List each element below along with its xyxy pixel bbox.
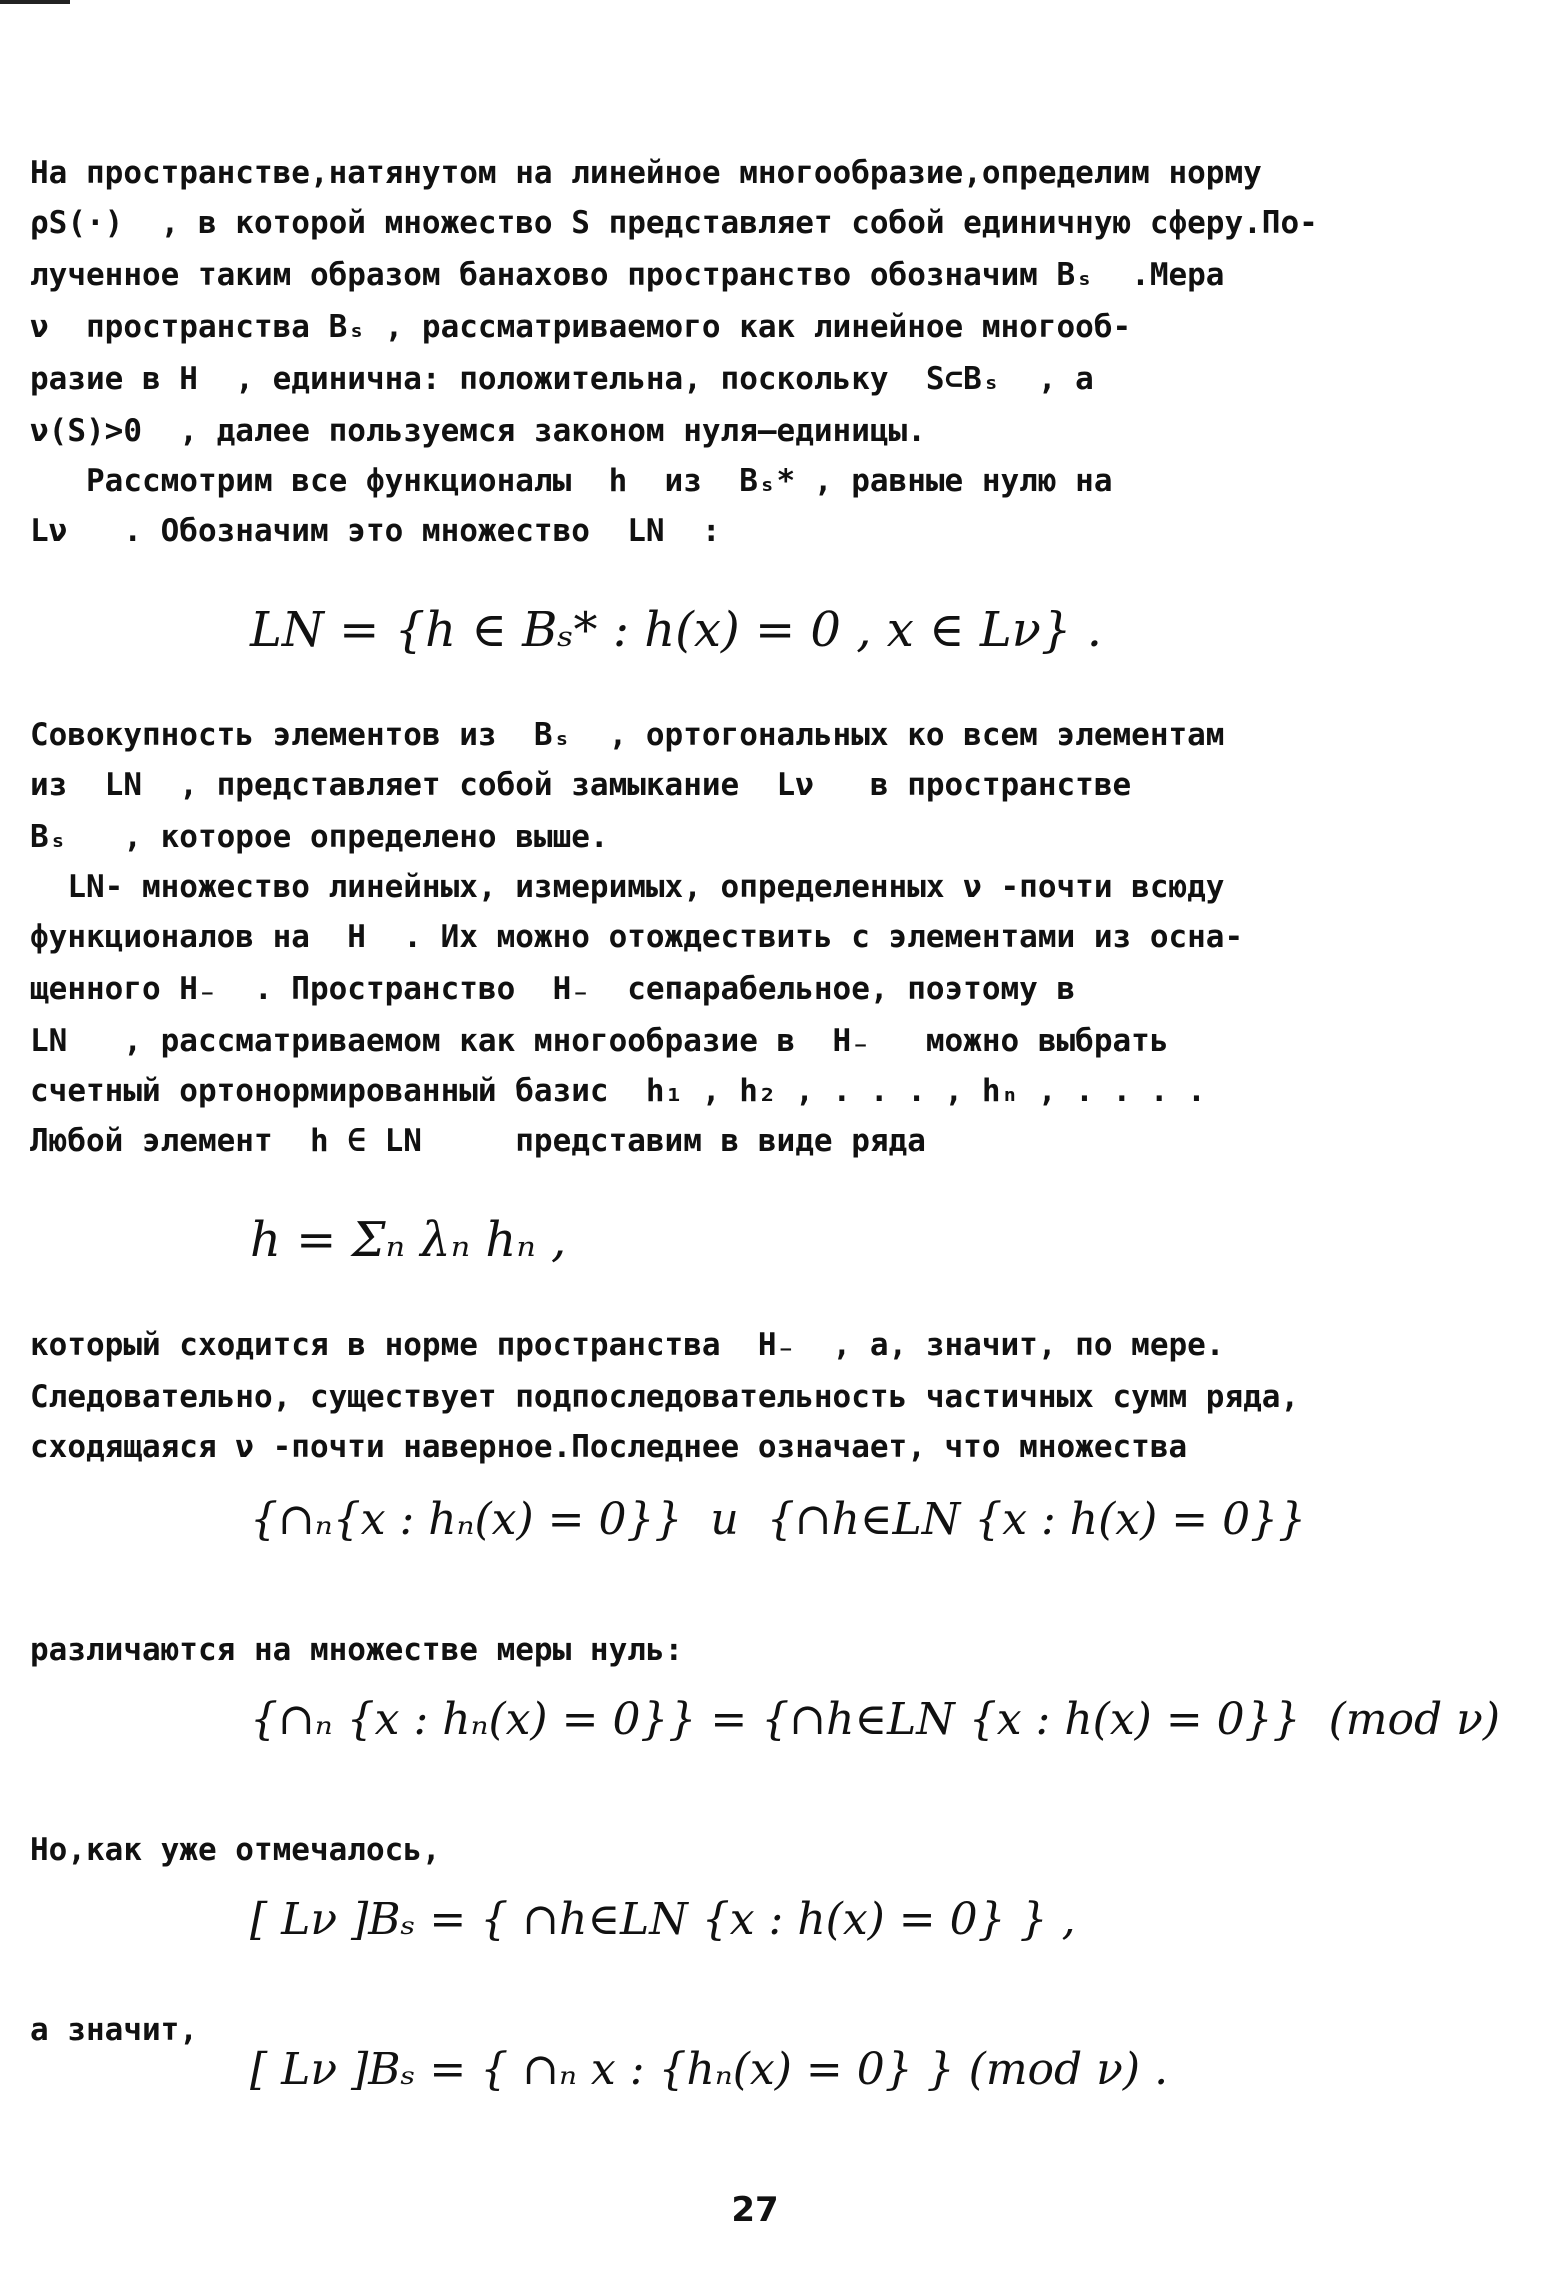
formula-closure: [ Lν ]Bₛ = { ∩h∈LN {x : h(x) = 0} } , <box>250 1894 1076 1945</box>
paragraph-4: различаются на множестве меры нуль: <box>30 1632 684 1668</box>
paragraph-line-8: Lν . Обозначим это множество LN : <box>30 513 721 549</box>
formula-ln-definition: LN = {h ∈ Bₛ* : h(x) = 0 , x ∈ Lν} . <box>250 602 1102 658</box>
paragraph-2-line-5: функционалов на H . Их можно отождествить с элементами из осна- <box>30 919 1244 955</box>
paragraph-3-line-1: который сходится в норме пространства H₋ , а, значит, по мере. <box>30 1327 1225 1363</box>
corner-scan-mark <box>0 0 70 4</box>
paragraph-2-line-8: счетный ортонормированный базис h₁ , h₂ , . . . , hₙ , . . . . <box>30 1073 1206 1109</box>
paragraph-2-line-6: щенного H₋ . Пространство H₋ сепарабельное, поэтому в <box>30 971 1076 1007</box>
formula-closure-mod: [ Lν ]Bₛ = { ∩ₙ x : {hₙ(x) = 0} } (mod ν) . <box>250 2044 1169 2095</box>
paragraph-2-line-4: LN- множество линейных, измеримых, определенных ν -почти всюду <box>30 869 1225 905</box>
paragraph-2-line-9: Любой элемент h ∈ LN представим в виде ряда <box>30 1123 926 1159</box>
paragraph-2-line-2: из LN , представляет собой замыкание Lν в пространстве <box>30 767 1132 803</box>
paragraph-line-4: ν пространства Bₛ , рассматриваемого как линейное многооб- <box>30 309 1132 345</box>
paragraph-line-3: лученное таким образом банахово пространство обозначим Bₛ .Мера <box>30 257 1225 293</box>
paragraph-2-line-1: Совокупность элементов из Bₛ , ортогональных ко всем элементам <box>30 717 1225 753</box>
paragraph-5: Но,как уже отмечалось, <box>30 1832 441 1868</box>
paragraph-line-6: ν(S)>0 , далее пользуемся законом нуля–единицы. <box>30 413 926 449</box>
paragraph-2-line-3: Bₛ , которое определено выше. <box>30 819 609 855</box>
paragraph-line-1: На пространстве,натянутом на линейное многообразие,определим норму <box>30 155 1262 191</box>
page-number: 27 <box>731 2190 779 2230</box>
formula-series-expansion: h = Σₙ λₙ hₙ , <box>250 1212 567 1268</box>
paragraph-6: а значит, <box>30 2012 198 2048</box>
paragraph-line-2: ρS(·) , в которой множество S представляет собой единичную сферу.По- <box>30 205 1318 241</box>
paragraph-line-7: Рассмотрим все функционалы h из Bₛ* , равные нулю на <box>30 463 1113 499</box>
paragraph-3-line-3: сходящаяся ν -почти наверное.Последнее означает, что множества <box>30 1429 1188 1465</box>
formula-intersection-sets: {∩ₙ{x : hₙ(x) = 0}} и {∩h∈LN {x : h(x) = 0}} <box>250 1494 1307 1545</box>
paragraph-3-line-2: Следовательно, существует подпоследовательность частичных сумм ряда, <box>30 1379 1300 1415</box>
paragraph-line-5: разие в H , единична: положительна, поскольку S⊂Bₛ , а <box>30 361 1094 397</box>
formula-equality-mod: {∩ₙ {x : hₙ(x) = 0}} = {∩h∈LN {x : h(x) = 0}} (mod ν) <box>250 1694 1501 1745</box>
paragraph-2-line-7: LN , рассматриваемом как многообразие в H₋ можно выбрать <box>30 1023 1169 1059</box>
